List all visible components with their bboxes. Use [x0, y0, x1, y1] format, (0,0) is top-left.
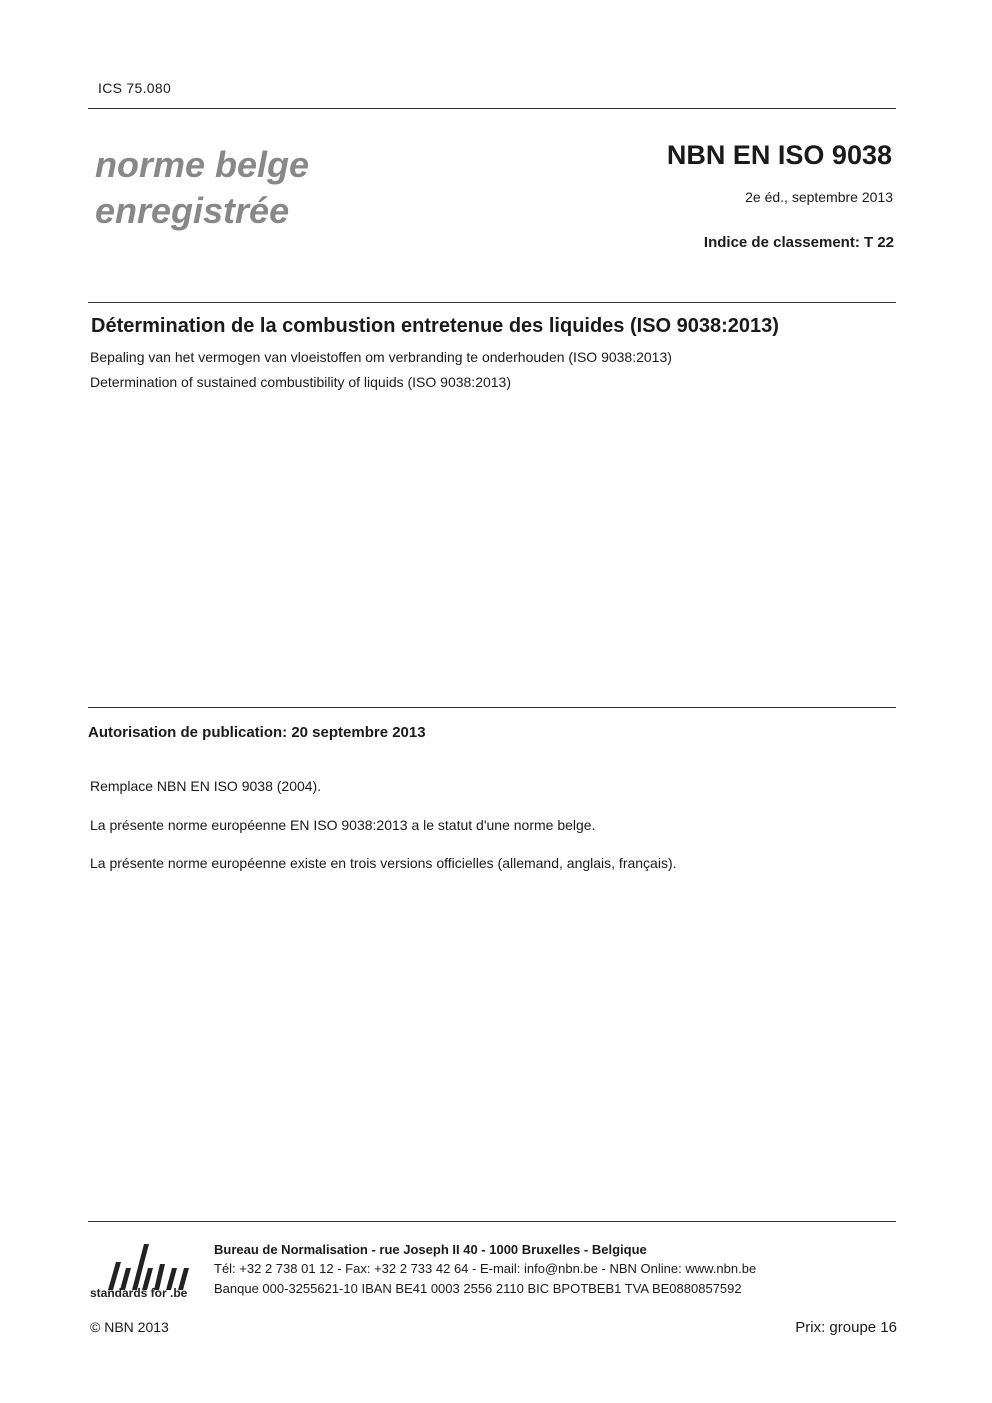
footer-address: Bureau de Normalisation - rue Joseph II 40 - 1000 Bruxelles - Belgique [214, 1242, 647, 1257]
note-replaces: Remplace NBN EN ISO 9038 (2004). [90, 778, 322, 794]
publication-divider [88, 707, 896, 708]
title-divider [88, 302, 896, 303]
classification-index: Indice de classement: T 22 [703, 234, 894, 251]
note-status: La présente norme européenne EN ISO 9038:2013 a le statut d'une norme belge. [90, 817, 596, 833]
footer-contact: Tél: +32 2 738 01 12 - Fax: +32 2 733 42 64 - E-mail: info@nbn.be - NBN Online: www.nbn.be [214, 1261, 757, 1276]
nbn-logo-mark [108, 1244, 189, 1290]
publication-authorisation: Autorisation de publication: 20 septembre 2013 [88, 724, 426, 741]
brand-line-1: norme belge [95, 144, 310, 185]
footer-divider [88, 1221, 896, 1222]
header-divider [88, 108, 896, 109]
copyright: © NBN 2013 [90, 1319, 169, 1335]
title-french: Détermination de la combustion entretenue des liquides (ISO 9038:2013) [91, 315, 779, 337]
logo-tagline: standards for .be [90, 1286, 188, 1300]
ics-code: ICS 75.080 [98, 80, 172, 96]
title-dutch: Bepaling van het vermogen van vloeistoffen om verbranding te onderhouden (ISO 9038:2013) [90, 349, 672, 365]
brand-line-2: enregistrée [95, 190, 290, 231]
footer-bank: Banque 000-3255621-10 IBAN BE41 0003 2556 2110 BIC BPOTBEB1 TVA BE0880857592 [214, 1281, 742, 1296]
title-english: Determination of sustained combustibility of liquids (ISO 9038:2013) [90, 374, 511, 390]
note-versions: La présente norme européenne existe en trois versions officielles (allemand, anglais, français). [90, 855, 677, 871]
price-group: Prix: groupe 16 [795, 1319, 897, 1336]
brand-heading [95, 142, 309, 234]
edition-info: 2e éd., septembre 2013 [745, 189, 893, 205]
standard-number: NBN EN ISO 9038 [666, 140, 892, 170]
